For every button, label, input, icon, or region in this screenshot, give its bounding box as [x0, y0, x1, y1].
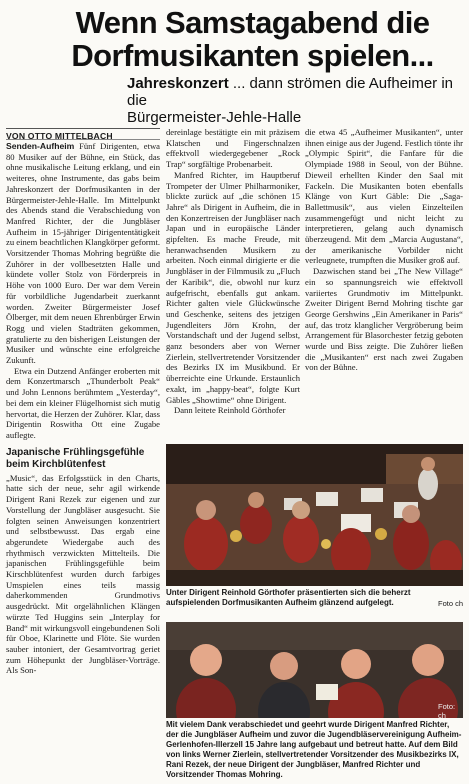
article-column-3: [305, 127, 463, 373]
orchestra-photo-caption: Unter Dirigent Reinhold Görthofer präsentierten sich die beherzt aufspielenden Dorfmusikanten Aufheim glänzend aufgelegt.: [166, 588, 411, 607]
paragraph: Etwa ein Dutzend Anfänger eroberten mit dem Konzertmarsch „Thunderbolt Peak“ und John Lennons berühmtem „Yesterday“, bei dem ein kleiner Flügelhornist sich mutig hervortat, die Herzen der Zuhörer. Klar, dass Dirigentin Roswitha Ott eine Zugabe auflegte.: [6, 365, 160, 440]
paragraph: Dann leitete Reinhold Görthofer: [174, 405, 286, 416]
article-column-1: [6, 141, 160, 676]
paragraph-text: Fünf Dirigenten, etwa 80 Musiker auf der Bühne, ein Stück, das ohne musikalische Leitung erklang, und ein weiteres, ohne Instrumente, das gabs beim Jahreskonzert der Dorfmusikanten in der Bürgermeister-Jehle-Halle. Im Mittelpunkt des Abends stand die Verabschiedung von Manfred Richter, der die Jungbläser Aufheim in 15-jähriger Dirigententätigkeit zu einem beachtlichen Klangkörper geformt. Vorsitzender Thomas Mohring begrüßte die Zuhörer in der vollbesetzten Halle und kündete voller Stolz von Förderpreis in Höhe von 1000 Euro. Der war dem Verein für vorbildliche Jugendarbeit zuerkannt worden. Zweiter Bürgermeister Josef Ölberger, mit dem neuen Ehrenbürger Erwin Rogg und vielen Stadträten gekommen, gratulierte zu den bisherigen Leistungen der Musiker und wünschte eine erfolgreiche Zukunft.: [6, 141, 160, 366]
paragraph: Manfred Richter, im Hauptberuf Trompeter der Ulmer Philharmoniker, blickte zurück auf „die schönen 15 Jahre“ als Dirigent in Aufheim, die in den Konzertreisen der Jungbläser nach Japan und in europäische Länder gipfelten. Es mache Freude, mit heranwachsenden Musikern zu arbeiten. Noch einmal dirigierte er die Jungbläser in der Filmmusik zu „Fluch der Karibik“, die, obwohl nur kurz aufgefrischt, ebenfalls gut ankam. Richter galten viele Glückwünsche und Geschenke, seitens des jetzigen Jugendleiters Jörn Krohn, der Vorstandschaft und der Jugend selbst, ganz besonders aber von Werner Zierlein, stellvertretender Vorsitzender des Bezirks IX im Musikbund. Er überreichte eine Urkunde. Erstaunlich exakt, im „happy-beat“, folgte Kurt Gäbles „Showtime“ ohne Dirigent.: [166, 169, 300, 405]
subhead-line-2: Bürgermeister-Jehle-Halle: [127, 109, 302, 126]
section-heading: Japanische Frühlingsgefühle beim Kirchblütenfest: [6, 446, 145, 470]
farewell-photo-credit: Foto: ch: [438, 702, 456, 718]
subhead-bold: Jahreskonzert: [127, 75, 229, 92]
farewell-photo-image: [166, 622, 463, 718]
paragraph: dereinlage bestätigte ein mit präzisem Klatschen und Fingerschnalzen effektvoll wiedergegebener „Rock Trap“ sorgfältige Probenarbeit.: [166, 127, 300, 170]
article-subheadline: [127, 75, 463, 126]
subhead-rest: ... dann strömen die Aufheimer in die: [127, 75, 454, 109]
headline-line-1: Wenn Samstagabend die: [75, 5, 430, 40]
article-column-2: [166, 127, 300, 416]
byline-divider: [6, 139, 160, 140]
orchestra-photo-image: [166, 444, 463, 586]
paragraph: die etwa 45 „Aufheimer Musikanten“, unter ihnen einige aus der Jugend. Festlich tönte ihr „Olympic Spirit“, die Fanfare für die Olympiade 1988 in Seoul, von der Bühne. Dieweil erhellten Kinder den Saal mit Fackeln. Die Musikanten boten ebenfalls Klänge von Kurt Gäble: Die „Saga-Ballettmusik“, aus vielen Einzelteilen zusammengefügt und nicht leicht zu interpretieren, gelang auch dynamisch überzeugend. Mit dem „Marcia Augustana“, der amerikanische Vorbilder nicht verleugnete, trumpften die Musiker groß auf.: [305, 127, 463, 266]
paragraph: „Music“, das Erfolgsstück in den Charts, hatte sich der neue, sehr agil wirkende Dirigent Rani Rezek zur eigenen und zur Vorstellung der Jungbläser ausgesucht. Sie folgten seinen Anweisungen konzentriert und selbstbewusst. Das ergab eine abgerundete Wiedergabe auch des rhythmisch verzwickten Mittelteils. Die japanischen Frühlingsgefühle beim Kirschblütenfest wurden durch farbiges Umspielen eines teils massig daherkommenden Grundmotivs ausgedrückt. Mit orgelähnlichen Klängen würzte Ted Huggins sein „Interplay for Band“ mit wirkungsvoll eingebundenen Soli für Oboe, Klarinette und Flöte. Sie wurden sauber intoniert, der Gesamtvortrag geriet zum Höhepunkt der Jungbläser-Vorträge. Als Son-: [6, 472, 160, 676]
headline-line-2: Dorfmusikanten spielen...: [71, 38, 434, 73]
article-headline: [6, 6, 463, 72]
farewell-photo-caption: Mit vielem Dank verabschiedet und geehrt wurde Dirigent Manfred Richter, der die Jungbläser Aufheim und zuvor die Jugendbläservereinigung Aufheim- Gerlenhofen-Illerzell 15 Jahre lang aufgebaut und betreut hatte. Auf dem Bild von links Werner Zierlein, stellvertretender Vorsitzender des Musikbezirks IX, Rani Rezek, der neue Dirigent der Jungbläser, Manfred Richter und Vorsitzender Thomas Mohring.: [166, 720, 462, 779]
orchestra-photo-credit: Foto ch: [438, 599, 464, 608]
paragraph: Dazwischen stand bei „The New Village“ ein so spannungsreich wie effektvoll variiertes Grundmotiv im Mittelpunkt. Zweiter Dirigent Bernd Mohring tischte gar George Gershwins „Ein Amerikaner in Paris“ auf, das trotz klanglicher Vergröberung beim Arrangement für Blasorchester fetzig geboten wurde und Biss zeigte. Die Zuhörer ließen die „Musikanten“ erst nach zwei Zugaben von der Bühne.: [305, 266, 463, 373]
author-byline: VON OTTO MITTELBACH: [6, 128, 160, 141]
orchestra-photo: [166, 444, 463, 586]
dateline: Senden-Aufheim: [6, 141, 75, 151]
paragraph: [6, 141, 160, 366]
farewell-photo: [166, 622, 463, 718]
